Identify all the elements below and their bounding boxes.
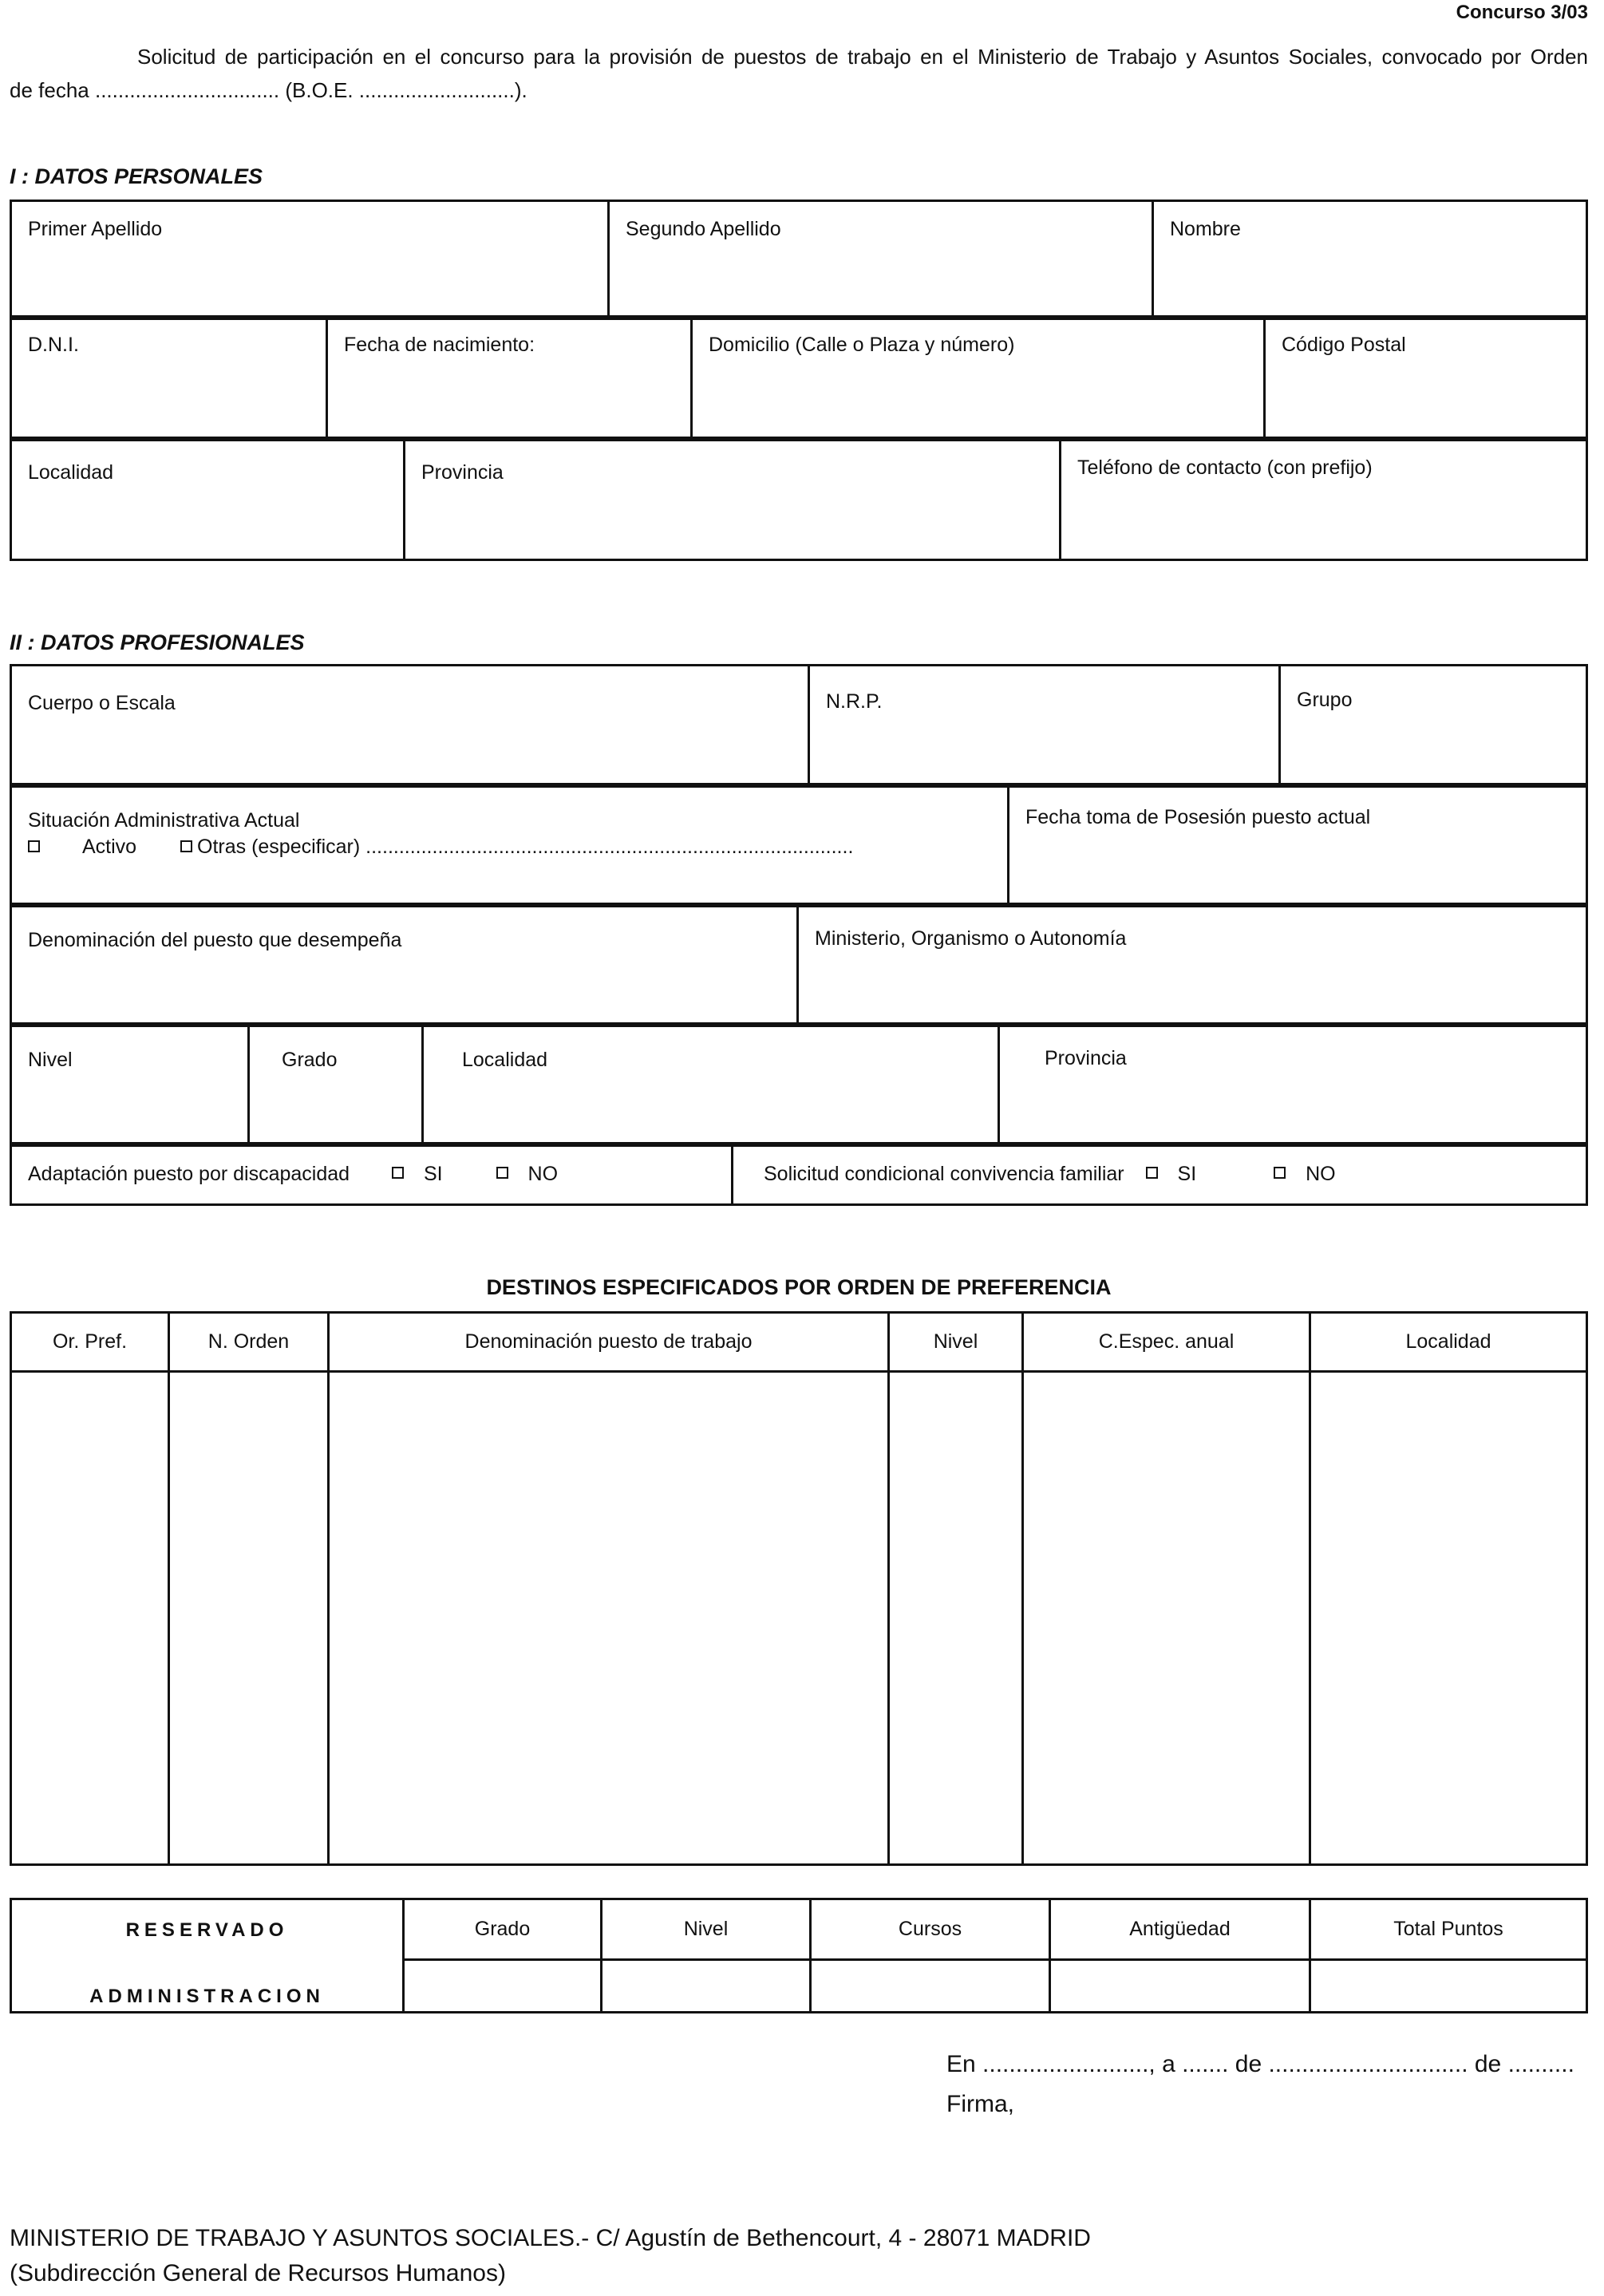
reservado-header-total: Total Puntos	[1310, 1899, 1587, 1960]
form-code: Concurso 3/03	[1456, 2, 1588, 23]
fecha-nacimiento-field[interactable]	[327, 317, 692, 441]
dni-field[interactable]	[11, 317, 327, 441]
situacion-field	[11, 784, 1009, 907]
nombre-label: Nombre	[1170, 218, 1241, 240]
nrp-field[interactable]	[809, 666, 1280, 787]
denominacion-field[interactable]	[11, 904, 798, 1026]
grado-field[interactable]	[249, 1024, 423, 1146]
adaptacion-no-label: NO	[527, 1162, 559, 1185]
section-title-personal: I : DATOS PERSONALES	[10, 164, 263, 188]
reservado-cell-grado	[404, 1960, 602, 2013]
reservado-table	[10, 1898, 1588, 2013]
grupo-label: Grupo	[1297, 689, 1353, 711]
primer-apellido-field[interactable]	[11, 201, 609, 319]
provincia-prof-field[interactable]	[999, 1024, 1587, 1146]
ministerio-label: Ministerio, Organismo o Autonomía	[815, 927, 1127, 950]
localidad-field[interactable]	[11, 438, 405, 560]
grupo-field[interactable]	[1280, 666, 1587, 787]
section-title-professional: II : DATOS PROFESIONALES	[10, 630, 305, 654]
professional-row-4	[10, 1022, 1588, 1147]
destinos-header-localidad: Localidad	[1310, 1313, 1587, 1372]
personal-row-3	[10, 437, 1588, 561]
activo-checkbox[interactable]	[28, 840, 40, 852]
nivel-label: Nivel	[28, 1049, 73, 1071]
adaptacion-si-checkbox[interactable]	[392, 1167, 404, 1179]
destinos-cell-localidad[interactable]	[1310, 1372, 1587, 1865]
reservado-label: RESERVADO	[11, 1899, 404, 1960]
professional-row-5	[10, 1142, 1588, 1206]
destinos-cell-cespec[interactable]	[1023, 1372, 1310, 1865]
situacion-label: Situación Administrativa Actual	[28, 809, 300, 832]
personal-row-1	[10, 200, 1588, 320]
adaptacion-no-checkbox[interactable]	[496, 1167, 508, 1179]
destinos-title: DESTINOS ESPECIFICADOS POR ORDEN DE PREFERENCIA	[486, 1275, 1112, 1299]
localidad-prof-label: Localidad	[462, 1049, 548, 1071]
signature-block	[946, 2045, 1574, 2124]
fecha-nacimiento-label: Fecha de nacimiento:	[344, 334, 535, 356]
reservado-header-grado: Grado	[404, 1899, 602, 1960]
nrp-label: N.R.P.	[826, 690, 883, 713]
destinos-cell-n-orden[interactable]	[169, 1372, 329, 1865]
destinos-cell-or-pref[interactable]	[11, 1372, 169, 1865]
reservado-cell-nivel	[602, 1960, 811, 2013]
reservado-header-cursos: Cursos	[811, 1899, 1050, 1960]
codigo-postal-field[interactable]	[1265, 317, 1587, 441]
dni-label: D.N.I.	[28, 334, 79, 356]
fecha-toma-label: Fecha toma de Posesión puesto actual	[1025, 806, 1371, 828]
otras-label: Otras (especificar) ........................................................................................	[197, 836, 854, 858]
destinos-table	[10, 1311, 1588, 1866]
localidad-prof-field[interactable]	[423, 1024, 999, 1146]
reservado-cell-antiguedad	[1050, 1960, 1310, 2013]
destinos-cell-denominacion[interactable]	[329, 1372, 889, 1865]
reservado-cell-total	[1310, 1960, 1587, 2013]
footer-department: (Subdirección General de Recursos Humanos)	[10, 2260, 506, 2286]
cuerpo-label: Cuerpo o Escala	[28, 692, 176, 714]
intro-text	[10, 40, 1588, 107]
ministerio-field[interactable]	[798, 904, 1587, 1026]
telefono-field[interactable]	[1061, 438, 1587, 560]
provincia-field[interactable]	[405, 438, 1061, 560]
cuerpo-field[interactable]	[11, 666, 809, 787]
fecha-toma-field[interactable]	[1009, 784, 1587, 907]
professional-row-1	[10, 664, 1588, 788]
denominacion-label: Denominación del puesto que desempeña	[28, 929, 402, 951]
segundo-apellido-field[interactable]	[609, 201, 1153, 319]
primer-apellido-label: Primer Apellido	[28, 218, 163, 240]
footer-address: MINISTERIO DE TRABAJO Y ASUNTOS SOCIALES.- C/ Agustín de Bethencourt, 4 - 28071 MADRID	[10, 2225, 1091, 2251]
otras-checkbox[interactable]	[180, 840, 192, 852]
grado-label: Grado	[282, 1049, 338, 1071]
administracion-label: ADMINISTRACION	[11, 1960, 404, 2013]
condicional-field	[733, 1144, 1587, 1205]
condicional-si-label: SI	[1177, 1162, 1197, 1185]
adaptacion-field	[11, 1144, 733, 1205]
destinos-header-denominacion: Denominación puesto de trabajo	[329, 1313, 889, 1372]
condicional-no-label: NO	[1306, 1162, 1336, 1185]
footer	[10, 2221, 1091, 2291]
condicional-no-checkbox[interactable]	[1274, 1167, 1286, 1179]
reservado-header-nivel: Nivel	[602, 1899, 811, 1960]
reservado-header-antiguedad: Antigüedad	[1050, 1899, 1310, 1960]
segundo-apellido-label: Segundo Apellido	[626, 218, 781, 240]
intro-line-2: de fecha ................................ (B.O.E. ...........................).	[10, 78, 527, 102]
adaptacion-si-label: SI	[423, 1162, 443, 1185]
codigo-postal-label: Código Postal	[1282, 334, 1406, 356]
condicional-si-checkbox[interactable]	[1146, 1167, 1158, 1179]
activo-label: Activo	[81, 836, 137, 858]
condicional-label: Solicitud condicional convivencia familiar	[764, 1162, 1124, 1185]
nivel-field[interactable]	[11, 1024, 249, 1146]
destinos-header-or-pref: Or. Pref.	[11, 1313, 169, 1372]
signature-date-line: En ........................., a ....... de .............................. de ..........	[946, 2051, 1574, 2077]
domicilio-label: Domicilio (Calle o Plaza y número)	[709, 334, 1015, 356]
provincia-label: Provincia	[421, 461, 504, 484]
reservado-cell-cursos	[811, 1960, 1050, 2013]
localidad-label: Localidad	[28, 461, 114, 484]
nombre-field[interactable]	[1153, 201, 1587, 319]
destinos-header-nivel: Nivel	[889, 1313, 1023, 1372]
telefono-label: Teléfono de contacto (con prefijo)	[1077, 456, 1373, 479]
professional-row-3	[10, 903, 1588, 1027]
intro-line-1: Solicitud de participación en el concurso para la provisión de puestos de trabajo en el Ministerio de Trabajo y Asuntos Sociales, convocado por Orden	[137, 45, 1588, 69]
destinos-header-n-orden: N. Orden	[169, 1313, 329, 1372]
destinos-header-cespec: C.Espec. anual	[1023, 1313, 1310, 1372]
provincia-prof-label: Provincia	[1045, 1047, 1127, 1069]
adaptacion-label: Adaptación puesto por discapacidad	[28, 1162, 350, 1185]
personal-row-2	[10, 315, 1588, 441]
domicilio-field[interactable]	[692, 317, 1265, 441]
destinos-cell-nivel[interactable]	[889, 1372, 1023, 1865]
signature-firma-label: Firma,	[946, 2091, 1014, 2117]
professional-row-2	[10, 783, 1588, 907]
